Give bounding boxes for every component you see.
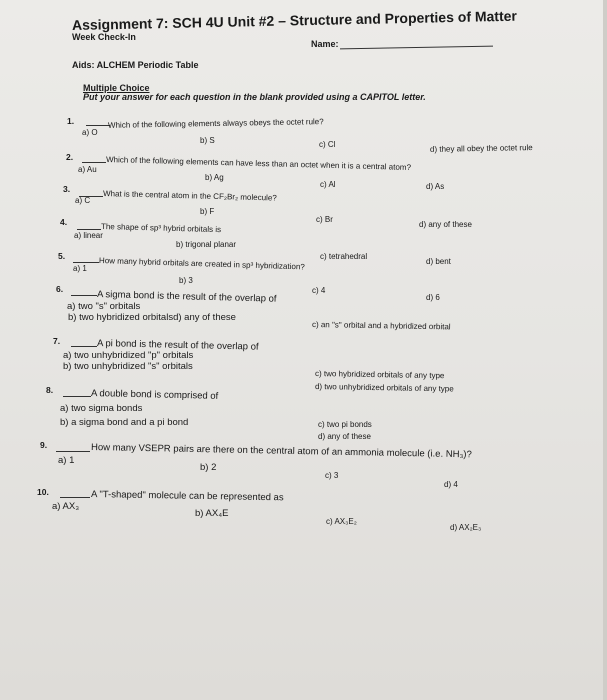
q9-option-b: b) 2 <box>200 462 217 473</box>
q1-text: Which of the following elements always obeys the octet rule? <box>107 117 324 130</box>
q2-option-d: d) As <box>426 182 445 191</box>
q5-option-b: b) 3 <box>179 276 193 285</box>
q2-text: Which of the following elements can have less than an octet when it is a central atom? <box>105 155 412 172</box>
q6-option-b: b) two hybridized orbitalsd) any of these <box>68 312 236 323</box>
q5-number: 5. <box>58 251 66 261</box>
q10-option-d: d) AX₂E₃ <box>450 523 482 532</box>
q5-text: How many hybrid orbitals are created in sp³ hybridization? <box>98 256 305 272</box>
q9-option-c: c) 3 <box>325 471 339 480</box>
q4-option-b: b) trigonal planar <box>176 240 237 249</box>
q6-number: 6. <box>56 284 64 294</box>
q2-option-b: b) Ag <box>205 173 224 182</box>
q10-text: A "T-shaped" molecule can be represented as <box>90 489 284 504</box>
q3-option-d: d) any of these <box>419 220 472 229</box>
q9-option-a: a) 1 <box>58 455 75 466</box>
q2-number: 2. <box>66 152 74 162</box>
q3-option-c: c) Br <box>316 215 333 224</box>
q2-option-c: c) Al <box>320 180 336 189</box>
aids-text: Aids: ALCHEM Periodic Table <box>72 60 199 70</box>
q9-answer-blank[interactable] <box>56 451 90 452</box>
page-edge <box>603 0 607 700</box>
q9-text: How many VSEPR pairs are there on the central atom of an ammonia molecule (i.e. NH₃)? <box>90 442 472 461</box>
q7-answer-blank[interactable] <box>71 346 97 347</box>
q10-number: 10. <box>37 487 49 497</box>
q3-text: What is the central atom in the CF₂Br₂ molecule? <box>102 189 277 203</box>
q7-option-b: b) two unhybridized "s" orbitals <box>63 361 193 372</box>
q7-text: A pi bond is the result of the overlap of <box>96 338 259 353</box>
q8-option-c: c) two pi bonds <box>318 420 372 429</box>
q8-text: A double bond is comprised of <box>90 388 219 402</box>
q1-option-b: b) S <box>200 136 215 145</box>
q6-option-a: a) two "s" orbitals <box>67 301 141 312</box>
q6-text: A sigma bond is the result of the overlap of <box>96 289 277 305</box>
q4-option-d: d) bent <box>426 257 451 266</box>
q2-option-a: a) Au <box>78 165 97 174</box>
page-title: Assignment 7: SCH 4U Unit #2 – Structure and Properties of Matter <box>71 7 518 33</box>
q8-answer-blank[interactable] <box>63 396 91 397</box>
q4-answer-blank[interactable] <box>77 229 101 230</box>
q3-number: 3. <box>63 184 71 194</box>
q8-option-d: d) any of these <box>318 432 371 441</box>
q3-option-b: b) F <box>200 207 215 216</box>
q6-answer-blank[interactable] <box>71 295 97 296</box>
q5-option-d: d) 6 <box>426 293 440 302</box>
instructions: Put your answer for each question in the blank provided using a CAPITOL letter. <box>83 92 426 102</box>
q8-number: 8. <box>46 385 54 395</box>
q4-number: 4. <box>60 217 68 227</box>
q3-option-a: a) C <box>75 196 91 205</box>
q5-option-c: c) 4 <box>312 286 326 295</box>
q7-option-a: a) two unhybridized "p" orbitals <box>63 350 194 361</box>
q4-text: The shape of sp³ hybrid orbitals is <box>100 222 222 235</box>
section-heading: Multiple Choice <box>83 83 150 93</box>
q7-option-c: c) two hybridized orbitals of any type <box>314 369 445 381</box>
q2-answer-blank[interactable] <box>82 162 106 163</box>
q4-option-c: c) tetrahedral <box>320 252 368 261</box>
q1-option-a: a) O <box>82 128 98 137</box>
q1-option-d: d) they all obey the octet rule <box>429 143 533 154</box>
q6-option-c: c) an "s" orbital and a hybridized orbital <box>311 320 451 332</box>
q5-answer-blank[interactable] <box>73 262 99 263</box>
q8-option-b: b) a sigma bond and a pi bond <box>60 417 189 428</box>
name-label: Name: <box>311 39 339 49</box>
q8-option-a: a) two sigma bonds <box>60 403 143 414</box>
q1-number: 1. <box>67 116 75 126</box>
q1-answer-blank[interactable] <box>86 125 110 126</box>
q9-option-d: d) 4 <box>444 480 458 489</box>
q1-option-c: c) Cl <box>319 140 336 149</box>
q5-option-a: a) 1 <box>73 264 87 273</box>
week-checkin: Week Check-In <box>72 32 136 42</box>
q10-option-c: c) AX₃E₂ <box>326 517 357 526</box>
q10-answer-blank[interactable] <box>60 497 90 498</box>
q9-number: 9. <box>40 440 48 450</box>
q10-option-a: a) AX₃ <box>52 501 80 512</box>
q7-number: 7. <box>53 336 61 346</box>
q10-option-b: b) AX₄E <box>195 508 229 519</box>
q4-option-a: a) linear <box>74 231 103 240</box>
q7-option-d: d) two unhybridized orbitals of any type <box>314 382 454 394</box>
